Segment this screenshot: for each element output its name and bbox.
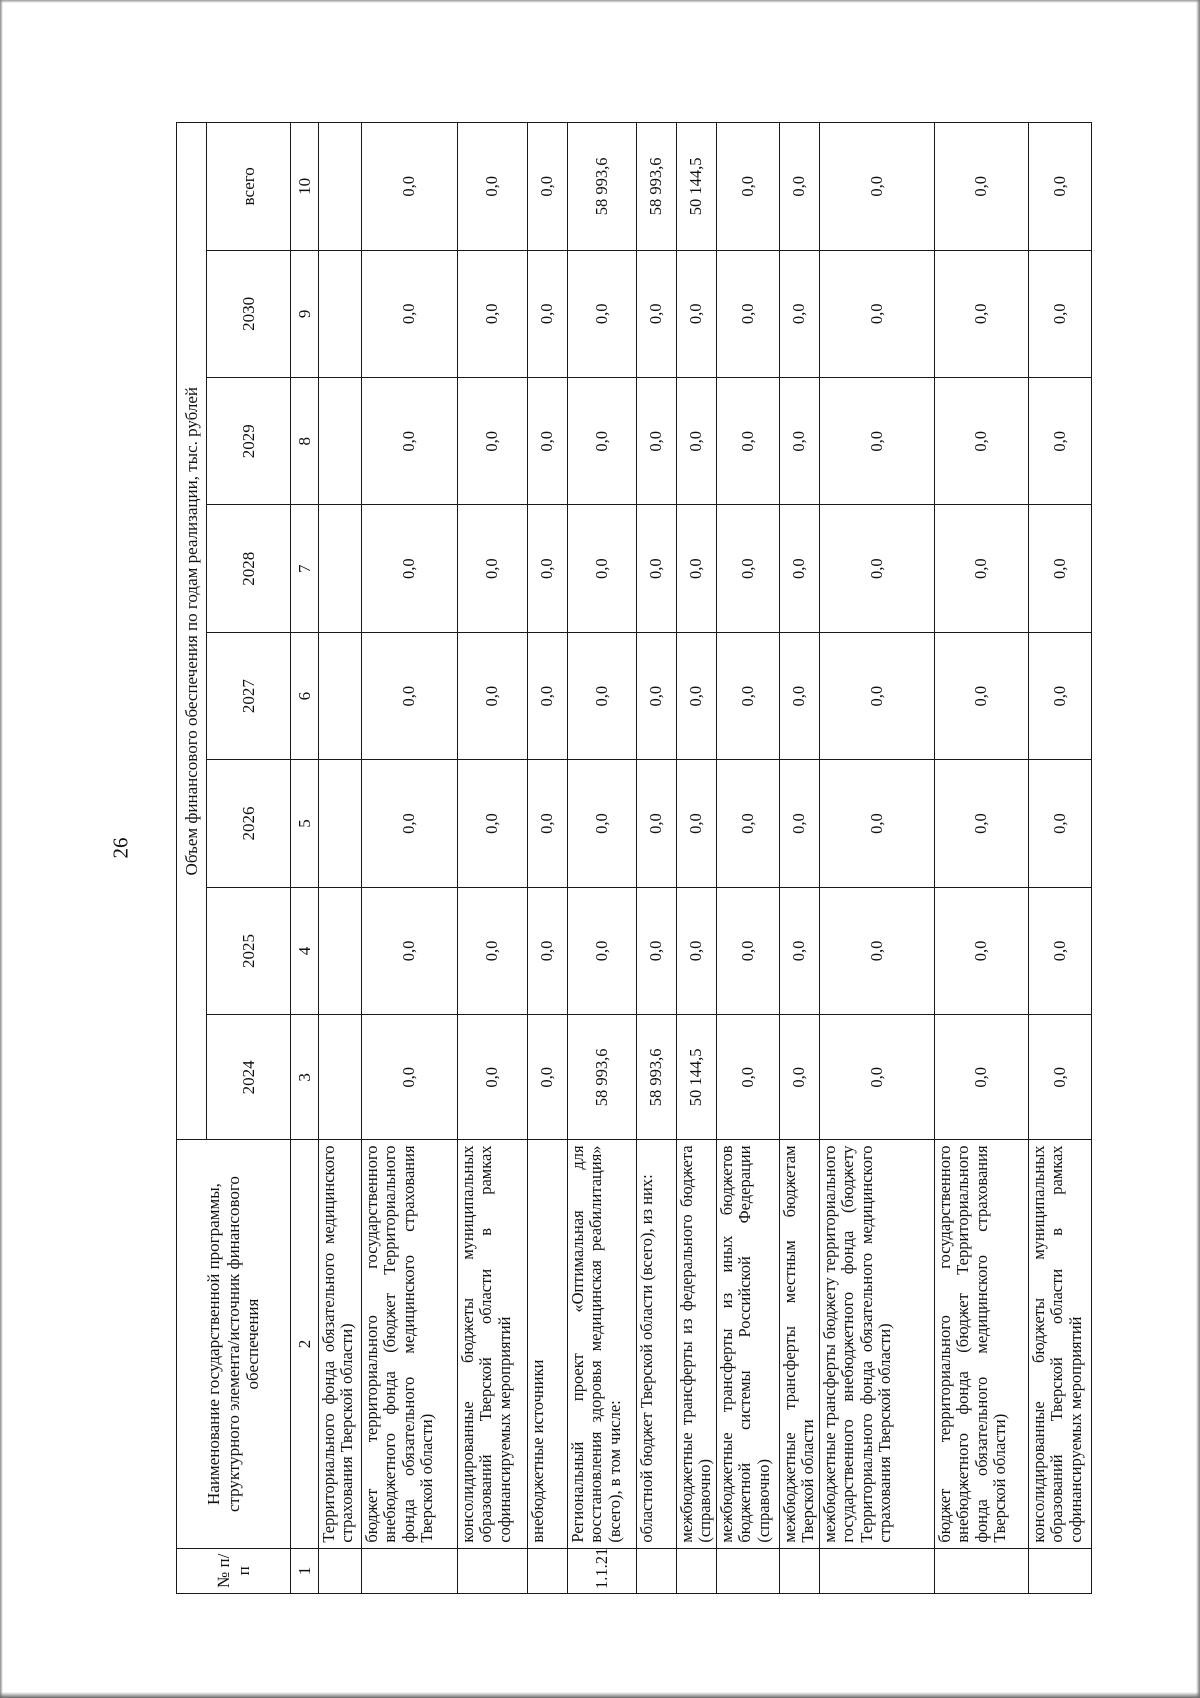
table-row [677,123,717,1594]
row-value-cell: 0,0 [568,505,637,632]
row-value-cell [319,632,362,759]
row-value-cell: 0,0 [780,760,820,887]
page-number: 26 [108,837,133,859]
row-value-cell: 50 144,5 [677,1015,717,1140]
row-total-cell: 58 993,6 [568,123,637,251]
row-number-cell [1029,1548,1092,1593]
row-name-cell: бюджет территориального государственного внебюджетного фонда (бюджет Территориального фонда обязательного медицинского страхования Тверской области) [935,1140,1029,1548]
table-row [820,123,935,1594]
table-row [528,123,568,1594]
row-value-cell: 0,0 [1029,1015,1092,1140]
row-value-cell: 0,0 [820,760,935,887]
table-row [568,123,637,1594]
row-value-cell: 0,0 [935,1015,1029,1140]
row-number-cell [458,1548,528,1593]
column-index: 1 [291,1548,319,1593]
row-value-cell: 0,0 [780,378,820,505]
row-total-cell: 0,0 [935,123,1029,251]
row-value-cell [319,378,362,505]
row-value-cell: 0,0 [458,505,528,632]
row-value-cell: 0,0 [820,505,935,632]
table-row [780,123,820,1594]
row-value-cell: 0,0 [568,250,637,377]
row-value-cell: 0,0 [820,632,935,759]
row-name-cell: межбюджетные трансферты из иных бюджетов бюджетной системы Российской Федерации (справочно) [717,1140,780,1548]
row-value-cell: 0,0 [1029,632,1092,759]
table-row [935,123,1029,1594]
row-value-cell: 0,0 [362,505,458,632]
row-value-cell: 0,0 [637,632,677,759]
header-year: 2028 [207,505,291,632]
row-total-cell: 0,0 [780,123,820,251]
row-value-cell [319,505,362,632]
row-value-cell: 0,0 [820,378,935,505]
header-year: 2026 [207,760,291,887]
row-value-cell: 0,0 [935,760,1029,887]
header-total: всего [207,123,291,251]
table-body [319,123,1092,1594]
row-value-cell: 0,0 [780,250,820,377]
row-value-cell: 0,0 [935,378,1029,505]
row-name-cell: областной бюджет Тверской области (всего), из них: [637,1140,677,1548]
header-row-index [291,123,319,1594]
row-value-cell: 0,0 [1029,505,1092,632]
row-value-cell: 0,0 [458,760,528,887]
table-row [1029,123,1092,1594]
header-funding-group: Объем финансового обеспечения по годам реализации, тыс. рублей [177,123,207,1140]
row-value-cell: 0,0 [717,887,780,1014]
row-value-cell: 0,0 [458,1015,528,1140]
row-value-cell: 0,0 [677,250,717,377]
column-index: 2 [291,1140,319,1548]
row-value-cell: 0,0 [1029,250,1092,377]
row-total-cell: 0,0 [362,123,458,251]
header-row-main [177,123,207,1594]
row-value-cell: 0,0 [637,887,677,1014]
column-index: 7 [291,505,319,632]
row-value-cell: 0,0 [935,887,1029,1014]
row-value-cell [319,760,362,887]
row-number-cell [820,1548,935,1593]
row-value-cell: 0,0 [677,632,717,759]
column-index: 6 [291,632,319,759]
row-name-cell: внебюджетные источники [528,1140,568,1548]
row-name-cell: Региональный проект «Оптимальная для восстановления здоровья медицинская реабилитация» (всего), в том числе: [568,1140,637,1548]
row-value-cell [319,887,362,1014]
header-num: № п/п [177,1548,291,1593]
column-index: 3 [291,1015,319,1140]
row-number-cell [780,1548,820,1593]
row-total-cell: 0,0 [820,123,935,251]
row-value-cell: 58 993,6 [637,1015,677,1140]
row-total-cell: 0,0 [458,123,528,251]
row-total-cell: 58 993,6 [637,123,677,251]
table-row [458,123,528,1594]
row-number-cell [637,1548,677,1593]
row-value-cell: 0,0 [820,250,935,377]
row-number-cell [935,1548,1029,1593]
header-year: 2027 [207,632,291,759]
row-value-cell: 0,0 [717,505,780,632]
row-value-cell: 0,0 [935,505,1029,632]
row-name-cell: Территориального фонда обязательного медицинского страхования Тверской области) [319,1140,362,1548]
row-value-cell: 0,0 [568,632,637,759]
row-number-cell [362,1548,458,1593]
row-number-cell [528,1548,568,1593]
row-value-cell: 0,0 [935,632,1029,759]
row-value-cell: 0,0 [362,887,458,1014]
row-value-cell: 0,0 [458,250,528,377]
row-name-cell: консолидированные бюджеты муниципальных образований Тверской области в рамках софинансируемых мероприятий [1029,1140,1092,1548]
row-total-cell: 0,0 [528,123,568,251]
column-index: 5 [291,760,319,887]
row-value-cell: 58 993,6 [568,1015,637,1140]
row-total-cell: 50 144,5 [677,123,717,251]
scan-edge-left [0,0,3,1698]
row-value-cell: 0,0 [717,250,780,377]
scan-edge-bottom [0,1692,1200,1698]
row-number-cell [717,1548,780,1593]
row-value-cell: 0,0 [362,760,458,887]
row-value-cell: 0,0 [458,632,528,759]
row-value-cell: 0,0 [362,378,458,505]
row-value-cell: 0,0 [362,632,458,759]
row-value-cell: 0,0 [717,1015,780,1140]
row-value-cell: 0,0 [458,887,528,1014]
row-total-cell: 0,0 [1029,123,1092,251]
scan-edge-right [1196,0,1200,1698]
table-row [362,123,458,1594]
header-year: 2030 [207,250,291,377]
row-value-cell: 0,0 [528,505,568,632]
row-value-cell: 0,0 [677,378,717,505]
row-number-cell [319,1548,362,1593]
row-value-cell: 0,0 [528,250,568,377]
row-value-cell: 0,0 [780,505,820,632]
table-row [637,123,677,1594]
header-name: Наименование государственной программы, структурного элемента/источник финансового обеспечения [177,1140,291,1548]
row-value-cell: 0,0 [677,505,717,632]
row-value-cell: 0,0 [935,250,1029,377]
row-value-cell: 0,0 [717,760,780,887]
row-value-cell: 0,0 [568,887,637,1014]
row-value-cell: 0,0 [1029,887,1092,1014]
table-row [319,123,362,1594]
rotated-page-content [176,122,1191,1594]
row-value-cell: 0,0 [677,760,717,887]
row-value-cell: 0,0 [820,887,935,1014]
row-number-cell: 1.1.21 [568,1548,637,1593]
row-value-cell: 0,0 [637,505,677,632]
row-value-cell: 0,0 [637,250,677,377]
row-value-cell: 0,0 [528,1015,568,1140]
table-row [717,123,780,1594]
row-value-cell: 0,0 [568,760,637,887]
row-value-cell: 0,0 [568,378,637,505]
row-name-cell: межбюджетные трансферты бюджету территориального государственного внебюджетного фонда (бюджету Территориального фонда обязательного медицинского страхования Тверской области) [820,1140,935,1548]
column-index: 4 [291,887,319,1014]
row-value-cell [319,1015,362,1140]
header-year: 2024 [207,1015,291,1140]
row-value-cell: 0,0 [780,887,820,1014]
row-value-cell: 0,0 [637,378,677,505]
row-total-cell: 0,0 [717,123,780,251]
column-index: 8 [291,378,319,505]
row-value-cell: 0,0 [528,760,568,887]
financing-table [176,122,1092,1594]
row-value-cell: 0,0 [637,760,677,887]
row-value-cell: 0,0 [820,1015,935,1140]
column-index: 10 [291,123,319,251]
row-value-cell: 0,0 [1029,760,1092,887]
row-name-cell: межбюджетные трансферты местным бюджетам Тверской области [780,1140,820,1548]
row-value-cell: 0,0 [528,887,568,1014]
column-index: 9 [291,250,319,377]
row-value-cell: 0,0 [528,632,568,759]
row-value-cell: 0,0 [528,378,568,505]
row-number-cell [677,1548,717,1593]
row-value-cell: 0,0 [677,887,717,1014]
row-value-cell: 0,0 [1029,378,1092,505]
header-year: 2029 [207,378,291,505]
row-value-cell: 0,0 [458,378,528,505]
row-value-cell: 0,0 [780,632,820,759]
row-value-cell: 0,0 [717,378,780,505]
row-name-cell: консолидированные бюджеты муниципальных образований Тверской области в рамках софинансируемых мероприятий [458,1140,528,1548]
row-value-cell: 0,0 [362,1015,458,1140]
row-name-cell: межбюджетные трансферты из федерального бюджета (справочно) [677,1140,717,1548]
row-value-cell: 0,0 [780,1015,820,1140]
row-total-cell [319,123,362,251]
row-value-cell: 0,0 [717,632,780,759]
row-value-cell: 0,0 [362,250,458,377]
row-name-cell: бюджет территориального государственного внебюджетного фонда (бюджет Территориального фонда обязательного медицинского страхования Тверской области) [362,1140,458,1548]
header-year: 2025 [207,887,291,1014]
scan-edge-top [0,0,1200,3]
row-value-cell [319,250,362,377]
